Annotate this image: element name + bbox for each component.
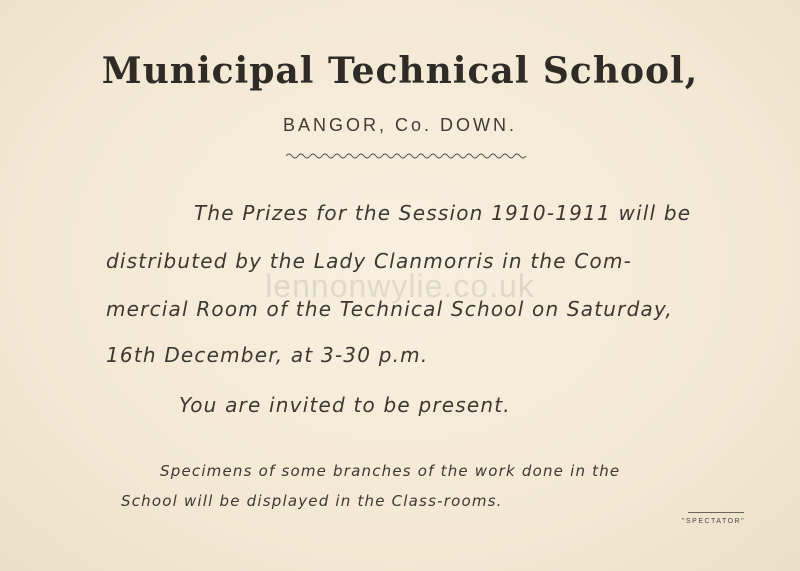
watermark-text: lennonwylie.co.uk bbox=[265, 268, 535, 304]
card-title: Municipal Technical School, bbox=[101, 50, 699, 92]
printer-mark-rule bbox=[688, 512, 744, 513]
announcement-line-2: distributed by the Lady Clanmorris in the Com- bbox=[106, 249, 633, 273]
printer-mark: "SPECTATOR" bbox=[682, 518, 746, 525]
card-subtitle: BANGOR, Co. DOWN. bbox=[282, 115, 517, 135]
invitation-line: You are invited to be present. bbox=[179, 393, 511, 417]
note-line-1: Specimens of some branches of the work done in the bbox=[160, 462, 621, 480]
announcement-line-1: The Prizes for the Session 1910-1911 will be bbox=[194, 201, 692, 225]
note-line-2: School will be displayed in the Class-rooms. bbox=[121, 492, 503, 510]
decorative-wavy-rule bbox=[286, 152, 530, 160]
announcement-line-3: mercial Room of the Technical School on Saturday, bbox=[106, 297, 673, 321]
announcement-line-4: 16th December, at 3-30 p.m. bbox=[106, 343, 429, 367]
